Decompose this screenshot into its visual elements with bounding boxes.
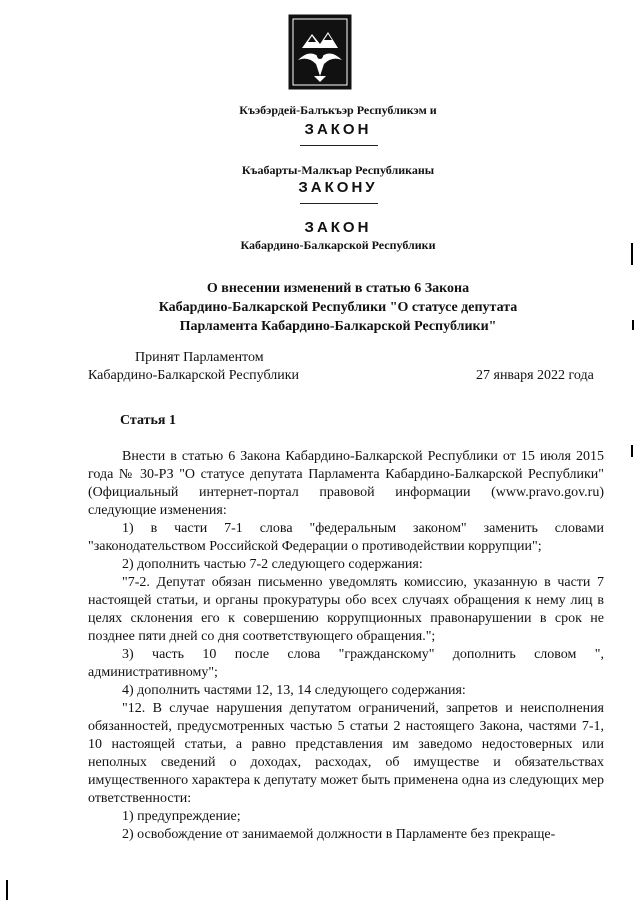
article-paragraph: "12. В случае нарушения депутатом ограничений, запретов и неисполнения обязанностей, предусмотренных частью 5 статьи 2 настоящего Закона, частями 7-1, 10 настоящей статьи, а равно представления им заведомо недостоверных или неполных сведений о доходах, расходах, об имуществе и обязательствах имущественного характера к депутату может быть применена одна из следующих мер ответственности:: [88, 701, 604, 806]
law-title-line-2: Кабардино-Балкарской Республики "О статусе депутата: [158, 300, 518, 315]
article-paragraph: "7-2. Депутат обязан письменно уведомлять комиссию, указанную в части 7 настоящей статьи, и органы прокуратуры обо всех случаях обращения к нему лиц в целях склонения его к совершению коррупционных правонарушении в срок не позднее пяти дней со дня соответствующего обращения.";: [88, 575, 604, 644]
article-paragraph: 4) дополнить частями 12, 13, 14 следующего содержания:: [122, 683, 466, 698]
scan-margin-mark: [6, 880, 8, 900]
balkar-law-word: ЗАКОНУ: [298, 179, 378, 196]
coat-of-arms-emblem: [288, 14, 352, 90]
article-paragraph: Внести в статью 6 Закона Кабардино-Балкарской Республики от 15 июля 2015 года № 30-РЗ "О статусе депутата Парламента Кабардино-Балкарской Республики" (Официальный интернет-портал правовой информации (www.pravo.gov.ru) следующие изменения:: [88, 449, 604, 518]
scan-margin-mark: [632, 320, 634, 330]
article-paragraph: 1) предупреждение;: [122, 809, 241, 824]
article-paragraph: 3) часть 10 после слова "гражданскому" дополнить словом ", административному";: [88, 647, 604, 680]
divider: [300, 145, 378, 146]
russian-republic-line: Кабардино-Балкарской Республики: [240, 238, 436, 252]
article-paragraph: 2) освобождение от занимаемой должности в Парламенте без прекраще-: [122, 827, 556, 842]
law-title-line-1: О внесении изменений в статью 6 Закона: [206, 281, 470, 296]
adoption-date: 27 января 2022 года: [476, 368, 594, 383]
russian-law-word: ЗАКОН: [304, 219, 372, 236]
kabardian-law-word: ЗАКОН: [304, 121, 372, 138]
scan-margin-mark: [631, 445, 633, 457]
balkar-republic-line: Къабарты-Малкъар Республиканы: [241, 163, 435, 177]
article-paragraph: 2) дополнить частью 7-2 следующего содержания:: [122, 557, 423, 572]
adopted-by-republic: Кабардино-Балкарской Республики: [88, 368, 299, 383]
scan-margin-mark: [631, 243, 633, 265]
adopted-by-line: Принят Парламентом: [135, 350, 264, 365]
divider: [300, 203, 378, 204]
kabardian-republic-line: Къэбэрдей-Балъкъэр Республикэм и: [239, 103, 437, 117]
law-title-line-3: Парламента Кабардино-Балкарской Республики": [179, 319, 497, 334]
article-paragraph: 1) в части 7-1 слова "федеральным законом" заменить словами "законодательством Российской Федерации о противодействии коррупции";: [88, 521, 604, 554]
article-body: [88, 448, 604, 844]
article-heading: Статья 1: [120, 413, 176, 428]
